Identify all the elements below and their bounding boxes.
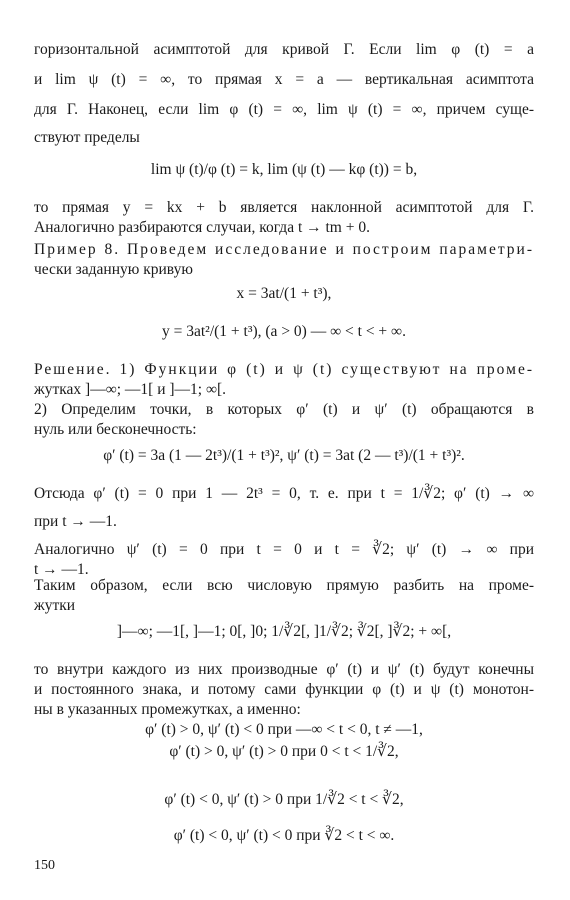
text-line: Аналогично ψ′ (t) = 0 при t = 0 и t = ∛2; ψ′ (t) → ∞ при — [34, 541, 534, 558]
text-line: ствуют пределы — [34, 129, 140, 146]
text-line: φ′ (t) = 3a (1 — 2t³)/(1 + t³)², ψ′ (t) = 3at (2 — t³)/(1 + t³)². — [103, 447, 465, 464]
text-line: x = 3at/(1 + t³), — [236, 285, 332, 302]
text-line: φ′ (t) < 0, ψ′ (t) < 0 при ∛2 < t < ∞. — [173, 827, 395, 844]
text-line: Отсюда φ′ (t) = 0 при 1 — 2t³ = 0, т. е. при t = 1/∛2; φ′ (t) → ∞ — [34, 485, 534, 502]
page-number: 150 — [34, 858, 55, 873]
text-line: Таким образом, если всю числовую прямую разбить на проме- — [34, 577, 534, 594]
text-line: φ′ (t) < 0, ψ′ (t) > 0 при 1/∛2 < t < ∛2, — [164, 791, 404, 808]
text-line: и постоянного знака, и потому сами функции φ (t) и ψ (t) монотон- — [34, 681, 534, 698]
text-line: 2) Определим точки, в которых φ′ (t) и ψ′ (t) обращаются в — [34, 401, 534, 418]
text-line: ны в указанных промежутках, а именно: — [34, 701, 301, 718]
text-line: жутках ]—∞; —1[ и ]—1; ∞[. — [34, 381, 227, 398]
text-line: для Г. Наконец, если lim φ (t) = ∞, lim ψ (t) = ∞, причем суще- — [34, 101, 534, 118]
text-line: нуль или бесконечность: — [34, 421, 197, 438]
text-line: то внутри каждого из них производные φ′ (t) и ψ′ (t) будут конечны — [34, 661, 534, 678]
text-line: φ′ (t) > 0, ψ′ (t) < 0 при —∞ < t < 0, t ≠ —1, — [145, 721, 423, 738]
text-line: при t → —1. — [34, 513, 117, 530]
text-line: Аналогично разбираются случаи, когда t → tm + 0. — [34, 219, 370, 236]
text-line: жутки — [34, 597, 76, 614]
text-line: и lim ψ (t) = ∞, то прямая x = a — вертикальная асимптота — [34, 71, 534, 88]
text-line: y = 3at²/(1 + t³), (a > 0) — ∞ < t < + ∞. — [162, 323, 406, 340]
text-line: t → —1. — [34, 561, 89, 578]
text-line: φ′ (t) > 0, ψ′ (t) > 0 при 0 < t < 1/∛2, — [169, 743, 399, 760]
text-line: то прямая y = kx + b является наклонной асимптотой для Г. — [34, 199, 534, 216]
text-line: ]—∞; —1[, ]—1; 0[, ]0; 1/∛2[, ]1/∛2; ∛2[, ]∛2; + ∞[, — [116, 623, 452, 640]
text-line: Пример 8. Проведем исследование и построим параметри- — [34, 241, 534, 258]
text-line: Решение. 1) Функции φ (t) и ψ (t) существуют на проме- — [34, 361, 534, 378]
text-line: lim ψ (t)/φ (t) = k, lim (ψ (t) — kφ (t)) = b, — [150, 161, 418, 178]
text-line: горизонтальной асимптотой для кривой Г. Если lim φ (t) = a — [34, 41, 534, 58]
text-line: чески заданную кривую — [34, 261, 193, 278]
